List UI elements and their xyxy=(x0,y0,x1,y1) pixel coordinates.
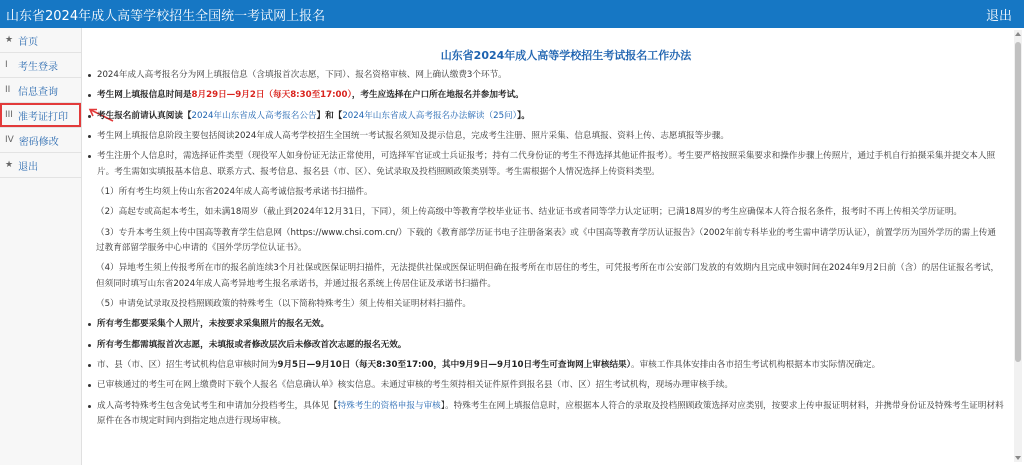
list-item: 所有考生都需填报首次志愿，未填报或者修改层次后未修改首次志愿的报名无效。 xyxy=(90,338,1004,354)
announcement-link[interactable]: 2024年山东省成人高考报名公告 xyxy=(191,110,317,121)
numbered-item: （4）异地考生须上传报考所在市的报名前连续3个月社保或医保证明扫描件，无法提供社保或医保证明但确在报考所在市居住的考生，可凭报考所在市公安部门发放的有效期内且完成申领时间在2024年9月2日前（含）的居住证报名考试，但须同时填写山东省2024年成人高考异地考生报名承诺书，并通过报名系统上传居住证及承诺书扫描件。 xyxy=(96,263,1000,289)
special-candidate-link[interactable]: 特殊考生的资格申报与审核 xyxy=(337,400,441,411)
sidebar-item-label: 退出 xyxy=(18,161,39,173)
sidebar-item-label: 信息查询 xyxy=(18,86,58,98)
sidebar-item-admission-ticket-print[interactable] xyxy=(0,103,81,128)
list-item: 考生网上填报信息阶段主要包括阅读2024年成人高考学校招生全国统一考试报名须知及提示信息，完成考生注册、照片采集、信息填报、资料上传、志愿填报等步骤。 xyxy=(90,129,1004,145)
faq-link[interactable]: 2024年山东省成人高考报名办法解读（25问） xyxy=(342,110,517,121)
sidebar-item-label: 准考证打印 xyxy=(18,111,68,123)
list-item: 考生报名前请认真阅读【2024年山东省成人高考报名公告】和【2024年山东省成人高考报名办法解读（25问）】。 xyxy=(90,109,1004,125)
star-icon: ★ xyxy=(5,35,14,45)
list-item: 所有考生都要采集个人照片，未按要求采集照片的报名无效。 xyxy=(90,317,1004,333)
numbered-item: （5）申请免试录取及投档照顾政策的特殊考生（以下简称特殊考生）须上传相关证明材料扫描件。 xyxy=(96,299,472,310)
list-item: 成人高考特殊考生包含免试考生和申请加分投档考生，具体见【特殊考生的资格申报与审核】。特殊考生在网上填报信息时，应根据本人符合的录取及投档照顾政策选择对应类别，按要求上传申报证明材料，并携带身份证及特殊考生证明材料原件在各市规定时间内到指定地点进行现场审核。 xyxy=(90,399,1004,430)
numbered-item: （3）专升本考生须上传中国高等教育学生信息网（https://www.chsi.com.cn/）下载的《教育部学历证书电子注册备案表》或《中国高等教育学历认证报告》（2002年前专科毕业的考生需申请学历认证），前置学历为国外学历的需上传通过教育部留学服务中心申请的《国外学历学位认证书》。 xyxy=(96,227,996,254)
star-icon: ★ xyxy=(5,160,14,170)
list-item: 考生网上填报信息时间是8月29日—9月2日（每天8:30至17:00），考生应选择在户口所在地报名并参加考试。 xyxy=(90,88,1004,104)
sidebar-item-password-change[interactable] xyxy=(0,128,81,153)
list-item: 2024年成人高考报名分为网上填报信息（含填报首次志愿，下同）、报名资格审核、网上确认缴费3个环节。 xyxy=(90,68,1004,84)
roman-numeral-marker: IV xyxy=(5,135,14,145)
scroll-down-icon[interactable] xyxy=(1015,456,1021,460)
roman-numeral-marker: I xyxy=(5,60,8,70)
site-title: 山东省2024年成人高等学校招生全国统一考试网上报名 xyxy=(6,9,326,24)
main-content xyxy=(84,28,1012,465)
sidebar-item-label: 首页 xyxy=(18,36,39,48)
logout-link[interactable]: 退出 xyxy=(985,9,1012,24)
sidebar xyxy=(0,28,82,465)
vertical-scrollbar[interactable] xyxy=(1014,30,1022,462)
sidebar-item-label: 密码修改 xyxy=(18,136,59,148)
sidebar-item-home[interactable] xyxy=(0,28,81,53)
sidebar-item-label: 考生登录 xyxy=(18,61,58,73)
numbered-item: （2）高起专或高起本考生，如未满18周岁（截止到2024年12月31日，下同），须上传高级中等教育学校毕业证书、结业证书或者同等学力认定证明；已满18周岁的考生应确保本人符合报名条件，报考时不再上传相关学历证明。 xyxy=(96,207,963,218)
top-bar xyxy=(0,0,1024,28)
roman-numeral-marker: II xyxy=(5,85,11,95)
sidebar-item-logout[interactable] xyxy=(0,153,81,178)
list-item: 已审核通过的考生可在网上缴费时下载个人报名《信息确认单》核实信息。未通过审核的考生须持相关证件原件到报名县（市、区）招生考试机构，现场办理审核手续。 xyxy=(90,378,1004,394)
document-title: 山东省2024年成人高等学校招生考试报名工作办法 xyxy=(440,49,692,62)
roman-numeral-marker: III xyxy=(5,110,13,120)
scroll-up-icon[interactable] xyxy=(1015,32,1021,36)
scrollbar-thumb[interactable] xyxy=(1015,42,1021,362)
list-item: 市、县（市、区）招生考试机构信息审核时间为9月5日—9月10日（每天8:30至17:00，其中9月9日—9月10日考生可查询网上审核结果）。审核工作具体安排由各市招生考试机构根据本市实际情况确定。 xyxy=(90,358,1004,374)
numbered-item: （1）所有考生均须上传山东省2024年成人高考诚信报考承诺书扫描件。 xyxy=(96,186,373,197)
sidebar-item-info-query[interactable] xyxy=(0,78,81,103)
list-item: 考生注册个人信息时，需选择证件类型（现役军人如身份证无法正常使用，可选择军官证或士兵证报考；持有二代身份证的考生不得选择其他证件报考）。考生要严格按照采集要求和操作步骤上传照片，通过手机自行拍摄采集并提交本人照片。考生需如实填报基本信息、联系方式、报考信息、报名县（市、区）、免试录取及投档照顾政策类别等。考生需根据个人情况选择上传资料类型。 xyxy=(90,149,1004,180)
sidebar-item-login[interactable] xyxy=(0,53,81,78)
